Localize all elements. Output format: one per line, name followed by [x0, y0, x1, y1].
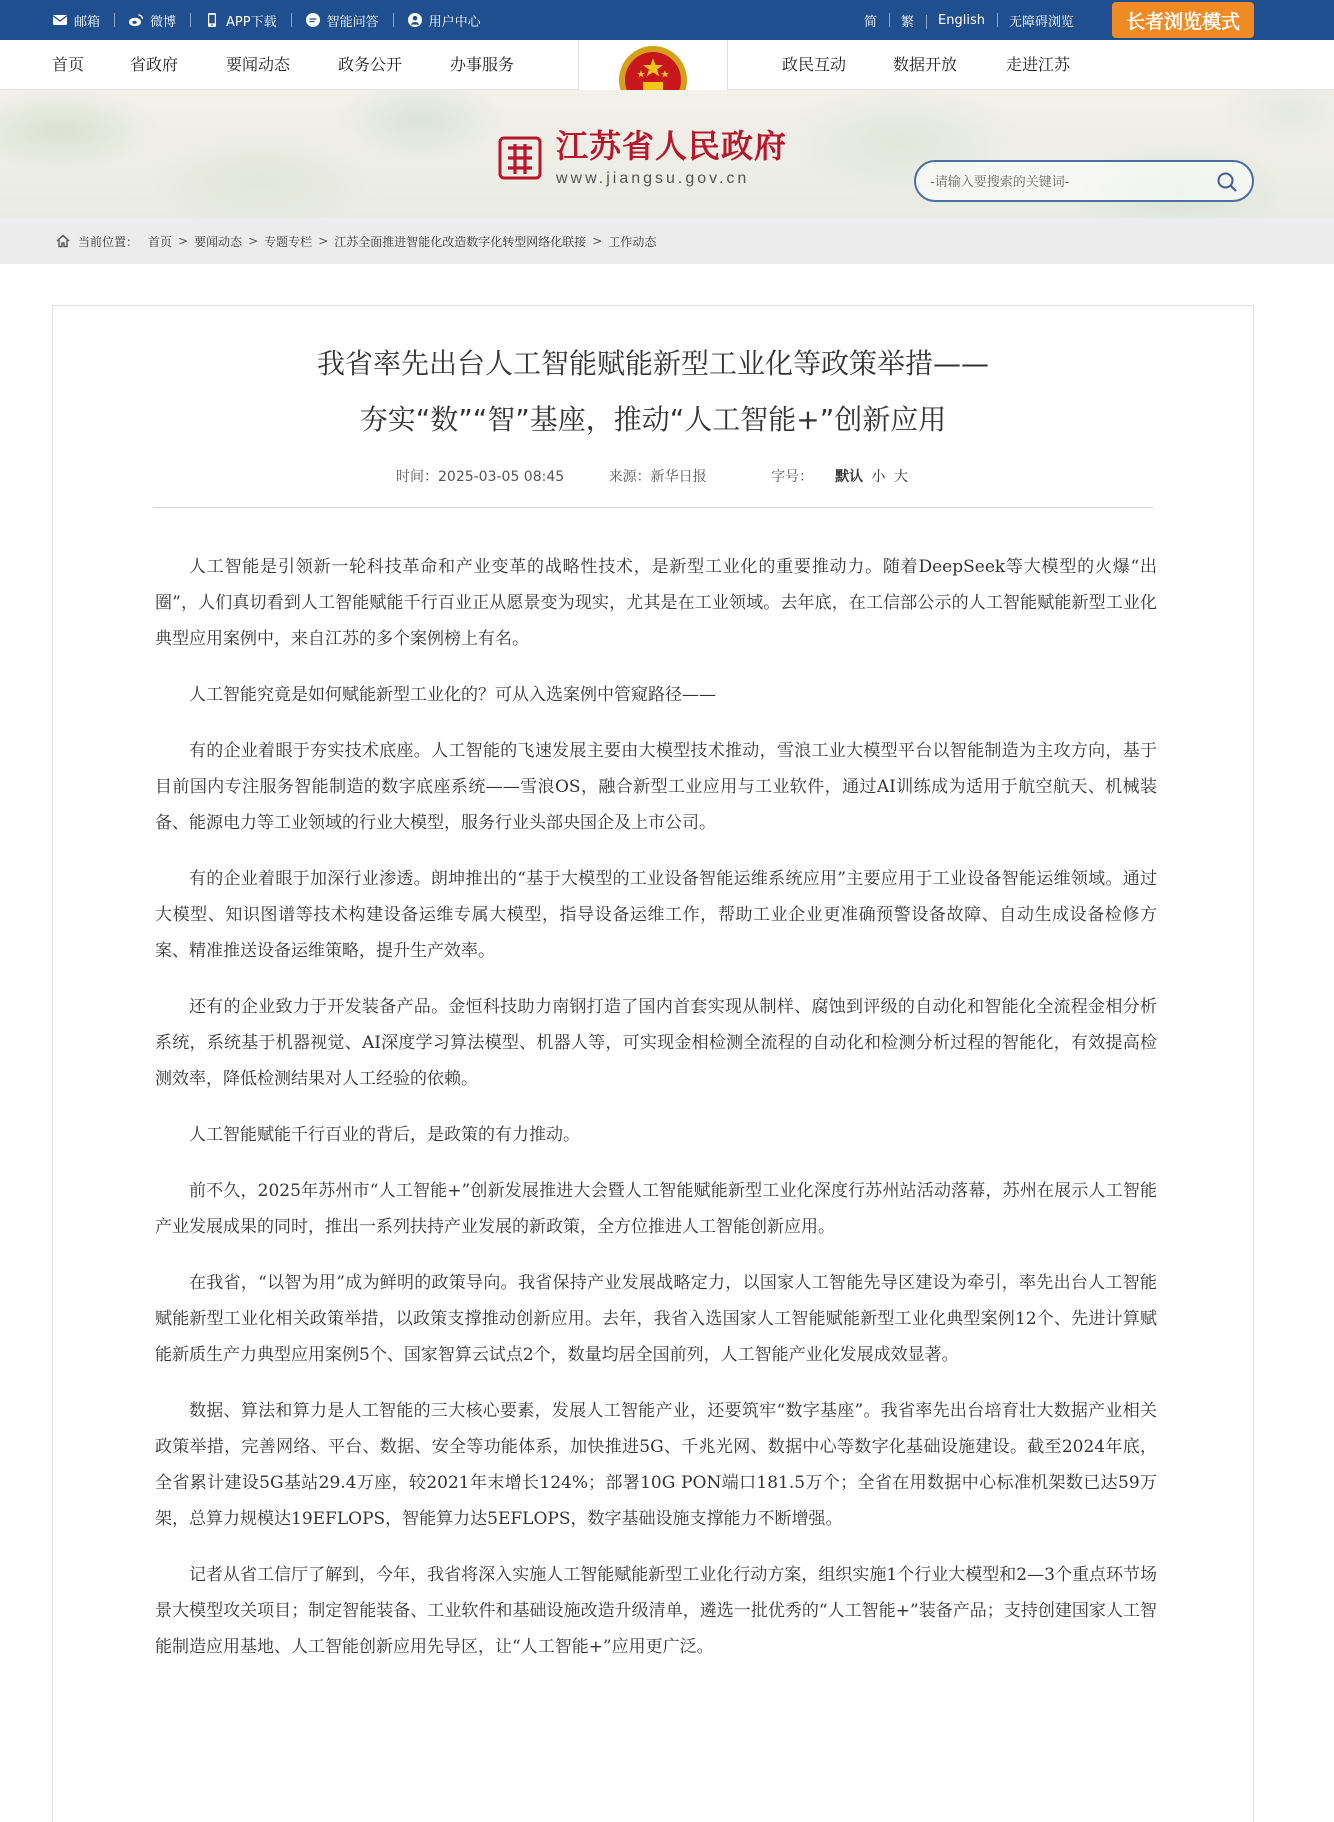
article-title-line1: 我省率先出台人工智能赋能新型工业化等政策举措—— [316, 347, 989, 380]
nav-home[interactable]: 首页 [52, 55, 85, 74]
utility-links [52, 0, 495, 40]
site-name: 江苏省人民政府 [556, 127, 788, 165]
article-meta [53, 466, 1253, 486]
article-paragraph: 人工智能究竟是如何赋能新型工业化的？可从入选案例中管窥路径—— [189, 685, 716, 705]
breadcrumb [0, 218, 1334, 264]
nav-interaction[interactable]: 政民互动 [782, 55, 847, 74]
user-center-link[interactable] [393, 11, 495, 30]
article-title-line2: 夯实“数”“智”基座，推动“人工智能+”创新应用 [359, 403, 947, 436]
article-body [155, 549, 1157, 1685]
article-paragraph: 前不久，2025年苏州市“人工智能+”创新发展推进大会暨人工智能赋能新型工业化深度行苏州站活动落幕，苏州在展示人工智能产业发展成果的同时，推出一系列扶持产业发展的新政策，全方位推进人工智能创新应用。 [155, 1181, 1157, 1237]
breadcrumb-item[interactable]: 江苏全面推进智能化改造数字化转型网络化联接 [334, 234, 587, 249]
article-paragraph: 数据、算法和算力是人工智能的三大核心要素，发展人工智能产业，还要筑牢“数字基座”。我省率先出台培育壮大数据产业相关政策举措，完善网络、平台、数据、安全等功能体系，加快推进5G、千兆光网、数据中心等数字化基础设施建设。截至2024年底，全省累计建设5G基站29.4万座，较2021年末增长124%；部署10G PON端口181.5万个；全省在用数据中心标准机架数已达59万架，总算力规模达19EFLOPS，智能算力达5EFLOPS，数字基础设施支撑能力不断增强。 [155, 1401, 1157, 1529]
breadcrumb-item[interactable]: 首页 [148, 234, 173, 249]
article-paragraph: 在我省，“以智为用”成为鲜明的政策导向。我省保持产业发展战略定力，以国家人工智能先导区建设为牵引，率先出台人工智能赋能新型工业化相关政策举措，以政策支撑推动创新应用。去年，我省入选国家人工智能赋能新型工业化典型案例12个、先进计算赋能新质生产力典型应用案例5个、国家智算云试点2个，数量均居全国前列，人工智能产业化发展成效显著。 [155, 1273, 1157, 1365]
publish-time: 时间：2025-03-05 08:45 [396, 469, 565, 485]
search-box [914, 160, 1254, 202]
jiangsu-logo-icon [498, 136, 542, 180]
smart-qa-link[interactable] [291, 11, 393, 30]
font-size-label: 字号： [771, 469, 814, 485]
nav-about-jiangsu[interactable]: 走进江苏 [1006, 55, 1071, 74]
article-paragraph: 还有的企业致力于开发装备产品。金恒科技助力南钢打造了国内首套实现从制样、腐蚀到评级的自动化和智能化全流程金相分析系统，系统基于机器视觉、AI深度学习算法模型、机器人等，可实现金相检测全流程的自动化和检测分析过程的智能化，有效提高检测效率，降低检测结果对人工经验的依赖。 [155, 997, 1157, 1089]
elder-mode-button[interactable]: 长者浏览模式 [1112, 2, 1254, 38]
nav-news[interactable]: 要闻动态 [226, 55, 291, 74]
breadcrumb-separator: > [178, 234, 189, 248]
nav-services[interactable]: 办事服务 [450, 55, 515, 74]
article-paragraph: 有的企业着眼于加深行业渗透。朗坤推出的“基于大模型的工业设备智能运维系统应用”主要应用于工业设备智能运维领域。通过大模型、知识图谱等技术构建设备运维专属大模型，指导设备运维工作，帮助工业企业更准确预警设备故障、自动生成设备检修方案、精准推送设备运维策略，提升生产效率。 [155, 869, 1157, 961]
site-url: www.jiangsu.gov.cn [556, 170, 750, 187]
top-utility-bar [0, 0, 1334, 40]
font-size-default[interactable]: 默认 [835, 469, 864, 485]
article-title [53, 336, 1253, 448]
font-size-small[interactable]: 小 [871, 469, 886, 485]
mail-label: 邮箱 [74, 14, 101, 30]
font-size-control [751, 469, 910, 485]
app-download-label: APP下载 [226, 14, 277, 30]
smart-qa-label: 智能问答 [326, 14, 379, 30]
article-paragraph: 有的企业着眼于夯实技术底座。人工智能的飞速发展主要由大模型技术推动，雪浪工业大模型平台以智能制造为主攻方向，基于目前国内专注服务智能制造的数字底座系统——雪浪OS，融合新型工业应用与工业软件，通过AI训练成为适用于航空航天、机械装备、能源电力等工业领域的行业大模型，服务行业头部央国企及上市公司。 [155, 741, 1157, 833]
chat-icon [305, 12, 321, 28]
user-icon [407, 12, 423, 28]
article-paragraph: 人工智能是引领新一轮科技革命和产业变革的战略性技术，是新型工业化的重要推动力。随着DeepSeek等大模型的火爆“出圈”，人们真切看到人工智能赋能千行百业正从愿景变为现实，尤其是在工业领域。去年底，在工信部公示的人工智能赋能新型工业化典型应用案例中，来自江苏的多个案例榜上有名。 [155, 557, 1157, 649]
mail-icon [52, 12, 68, 28]
nav-public-affairs[interactable]: 政务公开 [338, 55, 403, 74]
article-source: 来源：新华日报 [608, 469, 707, 485]
nav-provincial-gov[interactable]: 省政府 [130, 55, 179, 74]
mail-link[interactable] [52, 11, 114, 30]
user-center-label: 用户中心 [428, 14, 481, 30]
breadcrumb-separator: > [592, 234, 603, 248]
lang-traditional[interactable]: 繁 [889, 11, 926, 30]
home-icon [56, 234, 70, 248]
weibo-icon [128, 12, 144, 28]
article-paragraph: 人工智能赋能千行百业的背后，是政策的有力推动。 [189, 1125, 580, 1145]
lang-english[interactable]: English [926, 13, 997, 28]
phone-icon [204, 12, 220, 28]
main-nav [0, 40, 1334, 90]
search-input[interactable] [930, 171, 1200, 193]
breadcrumb-item[interactable]: 要闻动态 [194, 234, 243, 249]
article-card [52, 305, 1254, 1822]
article-paragraph: 记者从省工信厅了解到，今年，我省将深入实施人工智能赋能新型工业化行动方案，组织实施1个行业大模型和2—3个重点环节场景大模型攻关项目；制定智能装备、工业软件和基础设施改造升级清单，遴选一批优秀的“人工智能+”装备产品；支持创建国家人工智能制造应用基地、人工智能创新应用先导区，让“人工智能+”应用更广泛。 [155, 1565, 1157, 1657]
breadcrumb-separator: > [318, 234, 329, 248]
nav-open-data[interactable]: 数据开放 [893, 55, 958, 74]
weibo-link[interactable] [114, 11, 190, 30]
breadcrumb-prefix: 当前位置： [78, 234, 139, 249]
site-banner [0, 90, 1334, 218]
breadcrumb-item[interactable]: 专题专栏 [264, 234, 313, 249]
lang-simplified[interactable]: 简 [864, 14, 878, 30]
app-download-link[interactable] [190, 11, 291, 30]
language-switcher [852, 0, 1334, 40]
search-icon[interactable] [1216, 171, 1238, 193]
site-logo[interactable] [498, 128, 787, 188]
breadcrumb-item[interactable]: 工作动态 [608, 234, 657, 249]
weibo-label: 微博 [150, 14, 177, 30]
title-divider [153, 507, 1153, 508]
breadcrumb-separator: > [248, 234, 259, 248]
font-size-large[interactable]: 大 [893, 469, 908, 485]
accessibility-link[interactable]: 无障碍浏览 [997, 11, 1086, 30]
